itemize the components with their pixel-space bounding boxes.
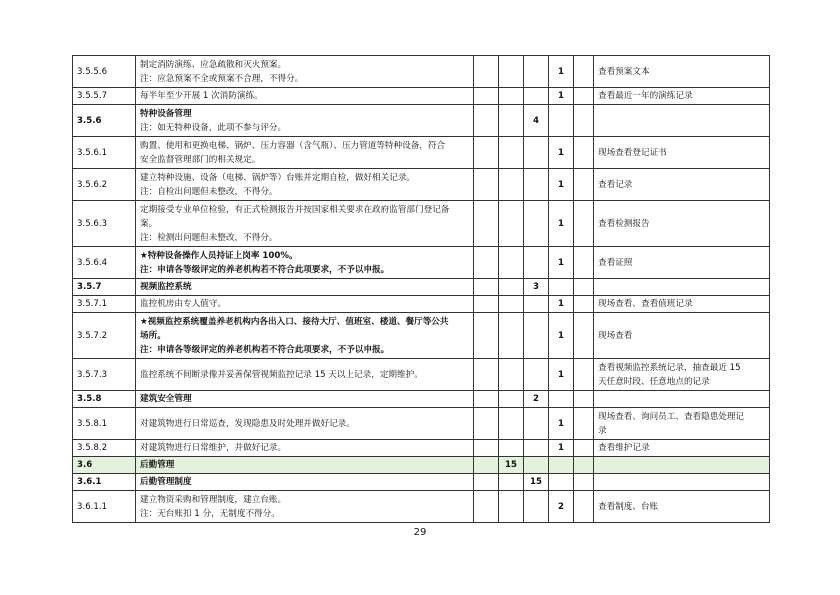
- item-description: [136, 296, 474, 313]
- description-line: 建立物资采购和管理制度，建立台账。: [140, 494, 287, 505]
- description-line: 案。: [140, 218, 158, 229]
- item-code: 3.5.7.1: [73, 296, 136, 313]
- score-cell-c1: [474, 391, 499, 408]
- score-cell-c1: [474, 56, 499, 88]
- description-line: 制定消防演练、应急疏散和灭火预案。: [140, 59, 287, 70]
- score-cell-c1: [474, 296, 499, 313]
- score-cell-c5: [574, 313, 594, 359]
- score-cell-c5: [574, 201, 594, 247]
- score-cell-c5: [574, 105, 594, 137]
- score-cell-c4: 1: [549, 201, 574, 247]
- check-method: [594, 457, 770, 474]
- description-line: 注：如无特种设备，此项不参与评分。: [140, 122, 287, 133]
- check-method: [594, 137, 770, 169]
- item-code: 3.6.1: [73, 474, 136, 491]
- score-cell-c4: 1: [549, 247, 574, 279]
- score-cell-c4: [549, 279, 574, 296]
- score-cell-c2: [499, 491, 524, 523]
- score-cell-c2: [499, 359, 524, 391]
- item-code: 3.5.6.1: [73, 137, 136, 169]
- description-line: 每半年至少开展 1 次消防演练。: [140, 91, 263, 101]
- description-line: 对建筑物进行日常巡查，发现隐患及时处理并做好记录。: [140, 418, 355, 429]
- description-line: 特种设备管理: [140, 108, 192, 119]
- check-method-line: 查看证照: [598, 257, 633, 268]
- item-description: [136, 247, 474, 279]
- check-method-line: 现场查看登记证书: [598, 147, 667, 158]
- score-cell-c2: [499, 169, 524, 201]
- score-cell-c1: [474, 247, 499, 279]
- score-cell-c1: [474, 169, 499, 201]
- score-cell-c5: [574, 491, 594, 523]
- table-row: [73, 440, 770, 457]
- description-line: 安全监督管理部门的相关规定。: [140, 154, 261, 165]
- check-method: [594, 201, 770, 247]
- score-cell-c3: [524, 88, 549, 105]
- score-cell-c3: [524, 56, 549, 88]
- check-method-line: 现场查看、询问员工、查看隐患处理记: [598, 411, 745, 422]
- score-cell-c4: 1: [549, 169, 574, 201]
- item-description: [136, 313, 474, 359]
- item-description: [136, 408, 474, 440]
- score-cell-c3: [524, 137, 549, 169]
- score-cell-c5: [574, 137, 594, 169]
- score-cell-c3: [524, 440, 549, 457]
- description-line: ★特种设备操作人员持证上岗率 100%。: [140, 250, 298, 261]
- score-cell-c1: [474, 313, 499, 359]
- description-line: 注：应急预案不全或预案不合理，不得分。: [140, 73, 304, 84]
- item-description: [136, 88, 474, 105]
- description-line: 注：检测出问题但未整改，不得分。: [140, 232, 278, 243]
- table-row: [73, 201, 770, 247]
- score-cell-c2: [499, 88, 524, 105]
- score-cell-c1: [474, 491, 499, 523]
- score-cell-c3: 2: [524, 391, 549, 408]
- check-method: [594, 296, 770, 313]
- check-method-line: 查看制度、台账: [598, 501, 659, 512]
- description-line: 视频监控系统: [140, 282, 192, 292]
- item-code: 3.5.6.3: [73, 201, 136, 247]
- check-method-line: 现场查看、查看值班记录: [598, 299, 693, 309]
- score-cell-c1: [474, 474, 499, 491]
- score-cell-c4: 2: [549, 491, 574, 523]
- check-method: [594, 279, 770, 296]
- score-cell-c2: [499, 201, 524, 247]
- score-cell-c2: [499, 474, 524, 491]
- table-row: [73, 491, 770, 523]
- description-line: 对建筑物进行日常维护，并做好记录。: [140, 443, 287, 453]
- item-code: 3.5.8.2: [73, 440, 136, 457]
- description-line: 购置、使用和更换电梯、锅炉、压力容器（含气瓶）、压力管道等特种设备，符合: [140, 140, 446, 151]
- score-cell-c1: [474, 137, 499, 169]
- description-line: 注：申请各等级评定的养老机构若不符合此项要求，不予以申报。: [140, 344, 390, 355]
- score-cell-c1: [474, 88, 499, 105]
- score-cell-c2: [499, 313, 524, 359]
- score-cell-c2: 15: [499, 457, 524, 474]
- item-code: 3.5.5.7: [73, 88, 136, 105]
- table-row: [73, 359, 770, 391]
- item-description: [136, 359, 474, 391]
- check-method-line: 查看记录: [598, 179, 633, 190]
- description-line: 后勤管理制度: [140, 477, 192, 487]
- score-cell-c3: [524, 359, 549, 391]
- score-cell-c2: [499, 279, 524, 296]
- item-description: [136, 474, 474, 491]
- score-cell-c5: [574, 169, 594, 201]
- check-method: [594, 56, 770, 88]
- table-row: [73, 169, 770, 201]
- item-code: 3.5.8.1: [73, 408, 136, 440]
- item-description: [136, 105, 474, 137]
- check-method: [594, 474, 770, 491]
- evaluation-table: [72, 55, 770, 523]
- score-cell-c4: [549, 457, 574, 474]
- check-method-line: 录: [598, 425, 607, 436]
- description-line: 定期接受专业单位检验，有正式检测报告并按国家相关要求在政府监管部门登记备: [140, 204, 450, 215]
- score-cell-c4: 1: [549, 408, 574, 440]
- score-cell-c1: [474, 457, 499, 474]
- table-row: [73, 313, 770, 359]
- score-cell-c2: [499, 408, 524, 440]
- score-cell-c1: [474, 440, 499, 457]
- item-code: 3.5.8: [73, 391, 136, 408]
- score-cell-c3: [524, 313, 549, 359]
- description-line: 注：申请各等级评定的养老机构若不符合此项要求，不予以申报。: [140, 264, 390, 275]
- score-cell-c4: 1: [549, 440, 574, 457]
- description-line: 监控系统不间断录像并妥善保管视频监控记录 15 天以上记录，定期维护。: [140, 369, 423, 380]
- score-cell-c5: [574, 56, 594, 88]
- item-description: [136, 440, 474, 457]
- description-line: 建筑安全管理: [140, 394, 192, 404]
- score-cell-c3: 15: [524, 474, 549, 491]
- score-cell-c2: [499, 56, 524, 88]
- score-cell-c3: [524, 408, 549, 440]
- check-method-line: 查看维护记录: [598, 443, 650, 453]
- description-line: 注：自检出问题但未整改，不得分。: [140, 186, 278, 197]
- score-cell-c3: 4: [524, 105, 549, 137]
- table-row: [73, 105, 770, 137]
- score-cell-c4: 1: [549, 88, 574, 105]
- score-cell-c5: [574, 440, 594, 457]
- check-method: [594, 169, 770, 201]
- score-cell-c1: [474, 279, 499, 296]
- item-description: [136, 279, 474, 296]
- item-code: 3.6.1.1: [73, 491, 136, 523]
- score-cell-c5: [574, 474, 594, 491]
- item-description: [136, 491, 474, 523]
- item-code: 3.5.7: [73, 279, 136, 296]
- item-code: 3.5.7.2: [73, 313, 136, 359]
- score-cell-c4: 1: [549, 313, 574, 359]
- score-cell-c5: [574, 408, 594, 440]
- table-row: [73, 474, 770, 491]
- item-description: [136, 137, 474, 169]
- score-cell-c2: [499, 391, 524, 408]
- score-cell-c1: [474, 105, 499, 137]
- item-description: [136, 56, 474, 88]
- item-code: 3.5.6.2: [73, 169, 136, 201]
- score-cell-c2: [499, 105, 524, 137]
- check-method: [594, 105, 770, 137]
- check-method: [594, 491, 770, 523]
- score-cell-c4: 1: [549, 296, 574, 313]
- item-code: 3.5.6.4: [73, 247, 136, 279]
- score-cell-c3: [524, 296, 549, 313]
- check-method: [594, 408, 770, 440]
- score-cell-c3: [524, 247, 549, 279]
- check-method-line: 现场查看: [598, 330, 633, 341]
- item-description: [136, 169, 474, 201]
- score-cell-c3: [524, 169, 549, 201]
- score-cell-c2: [499, 137, 524, 169]
- check-method: [594, 313, 770, 359]
- score-cell-c1: [474, 408, 499, 440]
- score-cell-c2: [499, 296, 524, 313]
- table-row: [73, 279, 770, 296]
- score-cell-c5: [574, 296, 594, 313]
- table-row: [73, 247, 770, 279]
- description-line: 场所。: [140, 330, 166, 341]
- table-row: [73, 408, 770, 440]
- check-method-line: 查看视频监控系统记录，抽查最近 15: [598, 362, 741, 373]
- score-cell-c3: [524, 201, 549, 247]
- item-description: [136, 201, 474, 247]
- table-row: [73, 56, 770, 88]
- item-code: 3.5.5.6: [73, 56, 136, 88]
- check-method: [594, 440, 770, 457]
- score-cell-c5: [574, 88, 594, 105]
- item-code: 3.5.7.3: [73, 359, 136, 391]
- score-cell-c2: [499, 440, 524, 457]
- item-description: [136, 457, 474, 474]
- description-line: 监控机房由专人值守。: [140, 299, 226, 309]
- table-row: [73, 391, 770, 408]
- score-cell-c5: [574, 279, 594, 296]
- score-cell-c1: [474, 359, 499, 391]
- check-method: [594, 88, 770, 105]
- score-cell-c4: 1: [549, 56, 574, 88]
- score-cell-c3: [524, 457, 549, 474]
- description-line: 建立特种设施、设备（电梯、锅炉等）台账并定期自检，做好相关记录。: [140, 172, 416, 183]
- score-cell-c5: [574, 391, 594, 408]
- score-cell-c4: [549, 474, 574, 491]
- page-number: 29: [413, 527, 427, 538]
- score-cell-c5: [574, 359, 594, 391]
- table-row: [73, 88, 770, 105]
- score-cell-c3: 3: [524, 279, 549, 296]
- score-cell-c5: [574, 457, 594, 474]
- check-method-line: 天任意时段、任意地点的记录: [598, 376, 710, 387]
- description-line: 后勤管理: [140, 460, 175, 470]
- score-cell-c1: [474, 201, 499, 247]
- score-cell-c4: 1: [549, 359, 574, 391]
- table-row: [73, 457, 770, 474]
- score-cell-c4: [549, 105, 574, 137]
- check-method: [594, 391, 770, 408]
- check-method-line: 查看最近一年的演练记录: [598, 91, 693, 101]
- score-cell-c3: [524, 491, 549, 523]
- description-line: 注：无台账扣 1 分，无制度不得分。: [140, 508, 280, 519]
- check-method: [594, 247, 770, 279]
- item-code: 3.6: [73, 457, 136, 474]
- table-row: [73, 137, 770, 169]
- item-code: 3.5.6: [73, 105, 136, 137]
- check-method-line: 查看检测报告: [598, 218, 650, 229]
- check-method-line: 查看预案文本: [598, 66, 650, 77]
- description-line: ★视频监控系统覆盖养老机构内各出入口、接待大厅、值班室、楼道、餐厅等公共: [140, 316, 449, 327]
- score-cell-c4: [549, 391, 574, 408]
- score-cell-c4: 1: [549, 137, 574, 169]
- item-description: [136, 391, 474, 408]
- score-cell-c2: [499, 247, 524, 279]
- score-cell-c5: [574, 247, 594, 279]
- check-method: [594, 359, 770, 391]
- table-row: [73, 296, 770, 313]
